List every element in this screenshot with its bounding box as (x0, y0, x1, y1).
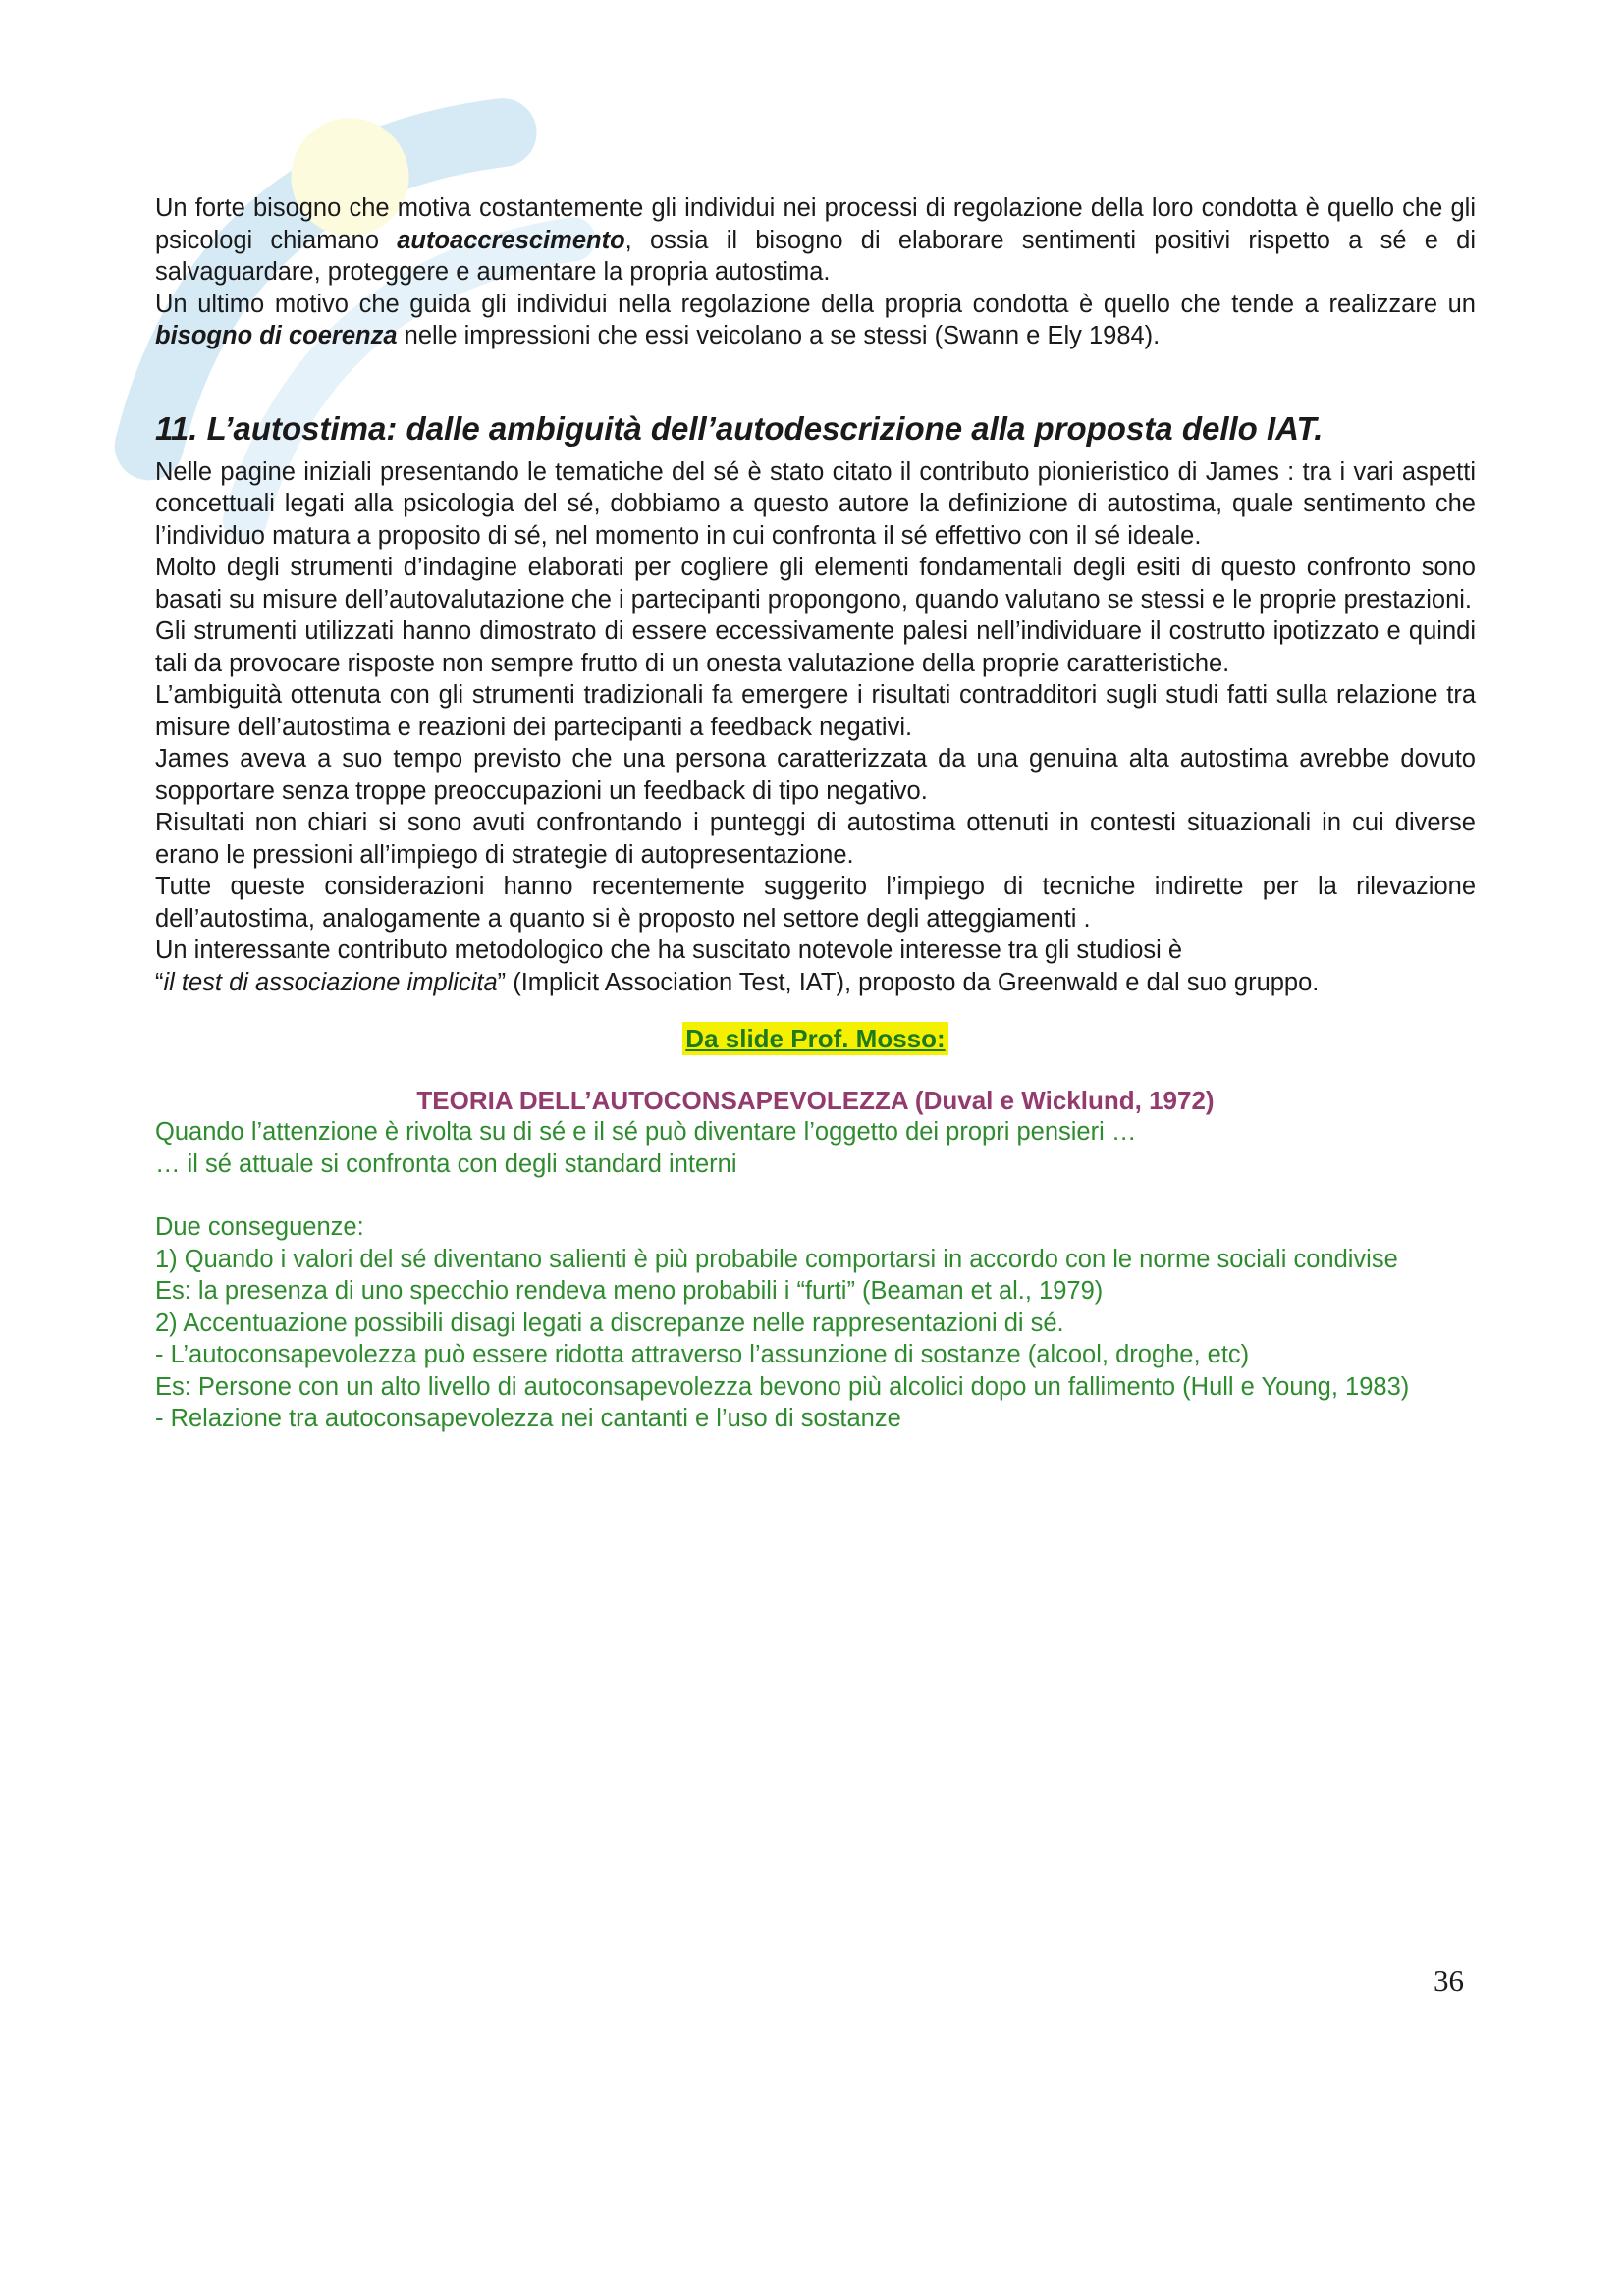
page-number: 36 (1434, 1963, 1464, 1998)
green-line: Es: la presenza di uno specchio rendeva meno probabili i “furti” (Beaman et al., 1979) (155, 1277, 1104, 1305)
term-italic: il test di associazione implicita (163, 968, 498, 996)
green-line: 2) Accentuazione possibili disagi legati a discrepanze nelle rappresentazioni di sé. (155, 1308, 1064, 1337)
text: ” (Implicit Association Test, IAT), proposto da Greenwald e dal suo gruppo. (497, 968, 1320, 996)
body-paragraph-iat (155, 967, 1476, 999)
theory-title: TEORIA DELL’AUTOCONSAPEVOLEZZA (Duval e Wicklund, 1972) (416, 1086, 1215, 1115)
green-line: … il sé attuale si confronta con degli standard interni (155, 1149, 737, 1178)
document-body (155, 192, 1476, 1435)
body-paragraph: Molto degli strumenti d’indagine elaborati per cogliere gli elementi fondamentali degli esiti di questo confronto sono basati su misure dell’autovalutazione che i partecipanti propongono, quando valutano se stessi e le proprie prestazioni. (155, 554, 1476, 614)
text: , ossia il bisogno di elaborare sentimenti positivi rispetto a sé e di salvaguardare, proteggere e aumentare la propria autostima. (155, 226, 1476, 286)
spacer (155, 1180, 1476, 1211)
text: Un ultimo motivo che guida gli individui nella regolazione della propria condotta è quello che tende a realizzare un (155, 290, 1476, 318)
body-paragraph: L’ambiguità ottenuta con gli strumenti tradizionali fa emergere i risultati contradditori sugli studi fatti sulla relazione tra misure dell’autostima e reazioni dei partecipanti a feedback negativi. (155, 681, 1476, 741)
body-paragraph: Risultati non chiari si sono avuti confrontando i punteggi di autostima ottenuti in contesti situazionali in cui diverse erano le pressioni all’impiego di strategie di autopresentazione. (155, 809, 1476, 869)
green-line: Quando l’attenzione è rivolta su di sé e il sé può diventare l’oggetto dei propri pensieri … (155, 1118, 1137, 1146)
text: Un forte bisogno che motiva costantemente gli individui nei processi di regolazione della loro condotta è quello che gli psicologi chiamano (155, 194, 1476, 254)
term-emphasis: autoaccrescimento (397, 226, 625, 254)
slide-label-wrap (155, 1022, 1476, 1055)
text: nelle impressioni che essi veicolano a se stessi (Swann e Ely 1984). (397, 322, 1161, 349)
paragraph-coerenza (155, 289, 1476, 352)
body-paragraph: Gli strumenti utilizzati hanno dimostrato di essere eccessivamente palesi nell’individuare il costrutto ipotizzato e quindi tali da provocare risposte non sempre frutto di un onesta valutazione della proprie caratteristiche. (155, 617, 1476, 677)
green-line: Due conseguenze: (155, 1213, 364, 1241)
green-line: 1) Quando i valori del sé diventano salienti è più probabile comportarsi in accordo con le norme sociali condivise (155, 1245, 1398, 1273)
body-paragraph: Tutte queste considerazioni hanno recentemente suggerito l’impiego di tecniche indirette per la rilevazione dell’autostima, analogamente a quanto si è proposto nel settore degli atteggiamenti . (155, 873, 1476, 933)
term-emphasis: bisogno di coerenza (155, 322, 398, 349)
green-line: - L’autoconsapevolezza può essere ridotta attraverso l’assunzione di sostanze (alcool, droghe, etc) (155, 1341, 1250, 1368)
paragraph-autoaccrescimento (155, 192, 1476, 289)
slide-label: Da slide Prof. Mosso: (682, 1022, 947, 1055)
text: “ (155, 968, 164, 996)
green-line: - Relazione tra autoconsapevolezza nei cantanti e l’uso di sostanze (155, 1405, 901, 1432)
body-paragraph: Un interessante contributo metodologico che ha suscitato notevole interesse tra gli studiosi è (155, 936, 1183, 964)
body-paragraph: James aveva a suo tempo previsto che una persona caratterizzata da una genuina alta autostima avrebbe dovuto sopportare senza troppe preoccupazioni un feedback di tipo negativo. (155, 745, 1476, 805)
green-line: Es: Persone con un alto livello di autoconsapevolezza bevono più alcolici dopo un fallimento (Hull e Young, 1983) (155, 1372, 1410, 1401)
section-heading: 11. L’autostima: dalle ambiguità dell’autodescrizione alla proposta dello IAT. (155, 409, 1324, 447)
body-paragraph: Nelle pagine iniziali presentando le tematiche del sé è stato citato il contributo pionieristico di James : tra i vari aspetti concettuali legati alla psicologia del sé, dobbiamo a questo autore la definizione di autostima, quale sentimento che l’individuo matura a proposito di sé, nel momento in cui confronta il sé effettivo con il sé ideale. (155, 457, 1476, 550)
